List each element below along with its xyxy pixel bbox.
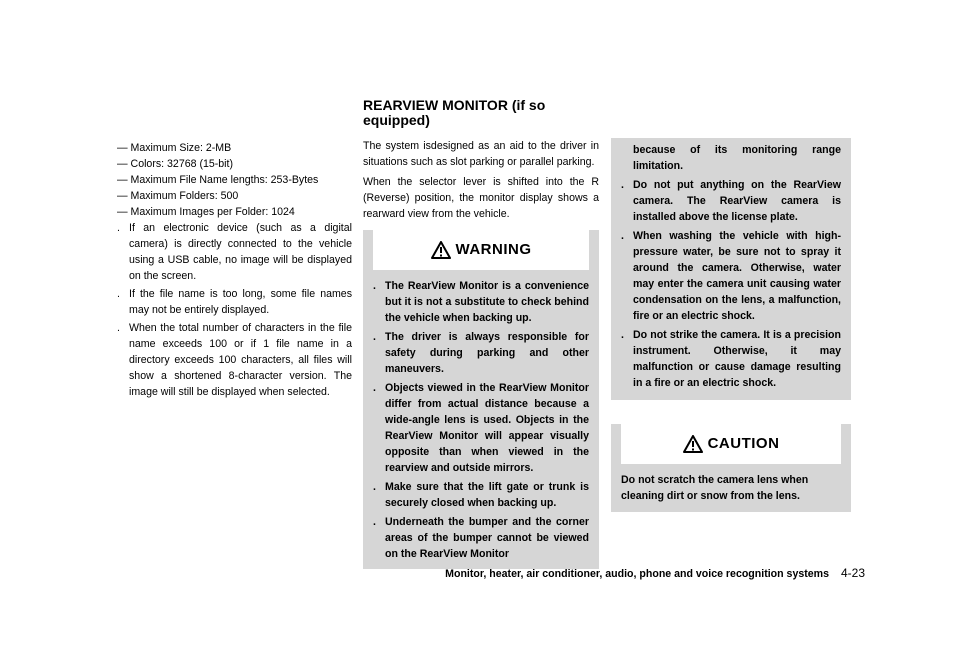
bullet-dot: . xyxy=(117,288,120,300)
warning-box xyxy=(363,230,599,569)
warning-triangle-icon xyxy=(431,241,451,259)
bullet-dot: . xyxy=(373,516,376,528)
intro-paragraph: When the selector lever is shifted into the R (Reverse) position, the monitor display shows a rearward view from the vehicle. xyxy=(363,176,599,220)
intro-paragraph: The system isdesigned as an aid to the driver in situations such as slot parking or parallel parking. xyxy=(363,140,599,168)
bullet-dot: . xyxy=(621,329,624,341)
bullet-item xyxy=(117,220,352,284)
spec-list xyxy=(117,140,352,220)
spec-item: — Maximum File Name lengths: 253-Bytes xyxy=(117,174,319,186)
bullet-item xyxy=(117,320,352,400)
bullet-text: If the file name is too long, some file names may not be entirely displayed. xyxy=(129,288,352,316)
caution-box xyxy=(611,424,851,512)
bullet-dot: . xyxy=(117,322,120,334)
warning-item xyxy=(373,479,589,511)
bullet-text: If an electronic device (such as a digital camera) is directly connected to the vehicle using a USB cable, no image will be displayed on the screen. xyxy=(129,222,352,282)
bullet-dot: . xyxy=(373,481,376,493)
bullet-dot: . xyxy=(373,280,376,292)
warning-item-text: Make sure that the lift gate or trunk is securely closed when backing up. xyxy=(385,481,589,509)
warning-label: WARNING xyxy=(455,241,532,258)
spec-item: — Maximum Folders: 500 xyxy=(117,190,239,202)
page-number: 4-23 xyxy=(840,566,865,580)
bullet-dot: . xyxy=(373,331,376,343)
middle-column xyxy=(363,138,599,569)
warning-item-text: The driver is always responsible for safety during parking and other maneuvers. xyxy=(385,331,589,375)
warning-item xyxy=(621,177,841,225)
warning-item-text: When washing the vehicle with high-pressure water, be sure not to spray it around the camera. Otherwise, water may enter the camera unit causing water condensation on the lens, a malfunction, fire or an electric shock. xyxy=(633,230,841,322)
spec-item: — Maximum Images per Folder: 1024 xyxy=(117,206,295,218)
spec-item: — Maximum Size: 2-MB xyxy=(117,142,232,154)
warning-item-text: Do not put anything on the RearView camera. The RearView camera is installed above the license plate. xyxy=(633,179,841,223)
warning-triangle-icon xyxy=(683,435,703,453)
page-footer xyxy=(380,566,865,580)
warning-item xyxy=(621,142,841,174)
caution-header xyxy=(621,424,841,464)
warning-box-continued xyxy=(611,138,851,400)
warning-item xyxy=(621,228,841,324)
warning-item-text: The RearView Monitor is a convenience but it is not a substitute to check behind the vehicle when backing up. xyxy=(385,280,589,324)
bullet-dot: . xyxy=(621,179,624,191)
warning-item xyxy=(373,514,589,562)
warning-item-text: Do not strike the camera. It is a precision instrument. Otherwise, it may malfunction or cause damage resulting in a fire or an electric shock. xyxy=(633,329,841,389)
bullet-item xyxy=(117,286,352,318)
caution-text: Do not scratch the camera lens when cleaning dirt or snow from the lens. xyxy=(621,474,809,502)
warning-item xyxy=(373,329,589,377)
bullet-dot: . xyxy=(373,382,376,394)
caution-label: CAUTION xyxy=(707,435,780,452)
warning-item-text: Underneath the bumper and the corner areas of the bumper cannot be viewed on the RearView Monitor xyxy=(385,516,589,560)
warning-item-text: because of its monitoring range limitation. xyxy=(633,144,841,172)
warning-header xyxy=(373,230,589,270)
warning-item xyxy=(373,380,589,476)
section-title: REARVIEW MONITOR (if so equipped) xyxy=(363,97,546,128)
spec-item: — Colors: 32768 (15-bit) xyxy=(117,158,233,170)
right-column xyxy=(611,138,851,512)
bullet-text: When the total number of characters in the file name exceeds 100 or if 1 file name in a directory exceeds 100 characters, all files will show a shortened 8-character version. The image will still be displayed when selected. xyxy=(129,322,352,398)
footer-chapter-title: Monitor, heater, air conditioner, audio, phone and voice recognition systems xyxy=(445,568,829,580)
warning-item-text: Objects viewed in the RearView Monitor differ from actual distance because a wide-angle lens is used. Objects in the RearView Monitor will appear visually opposite than when viewed in the rearview and outside mirrors. xyxy=(385,382,589,474)
bullet-dot: . xyxy=(621,230,624,242)
warning-item xyxy=(621,327,841,391)
bullet-dot: . xyxy=(117,222,120,234)
left-column xyxy=(117,140,352,402)
warning-item xyxy=(373,278,589,326)
